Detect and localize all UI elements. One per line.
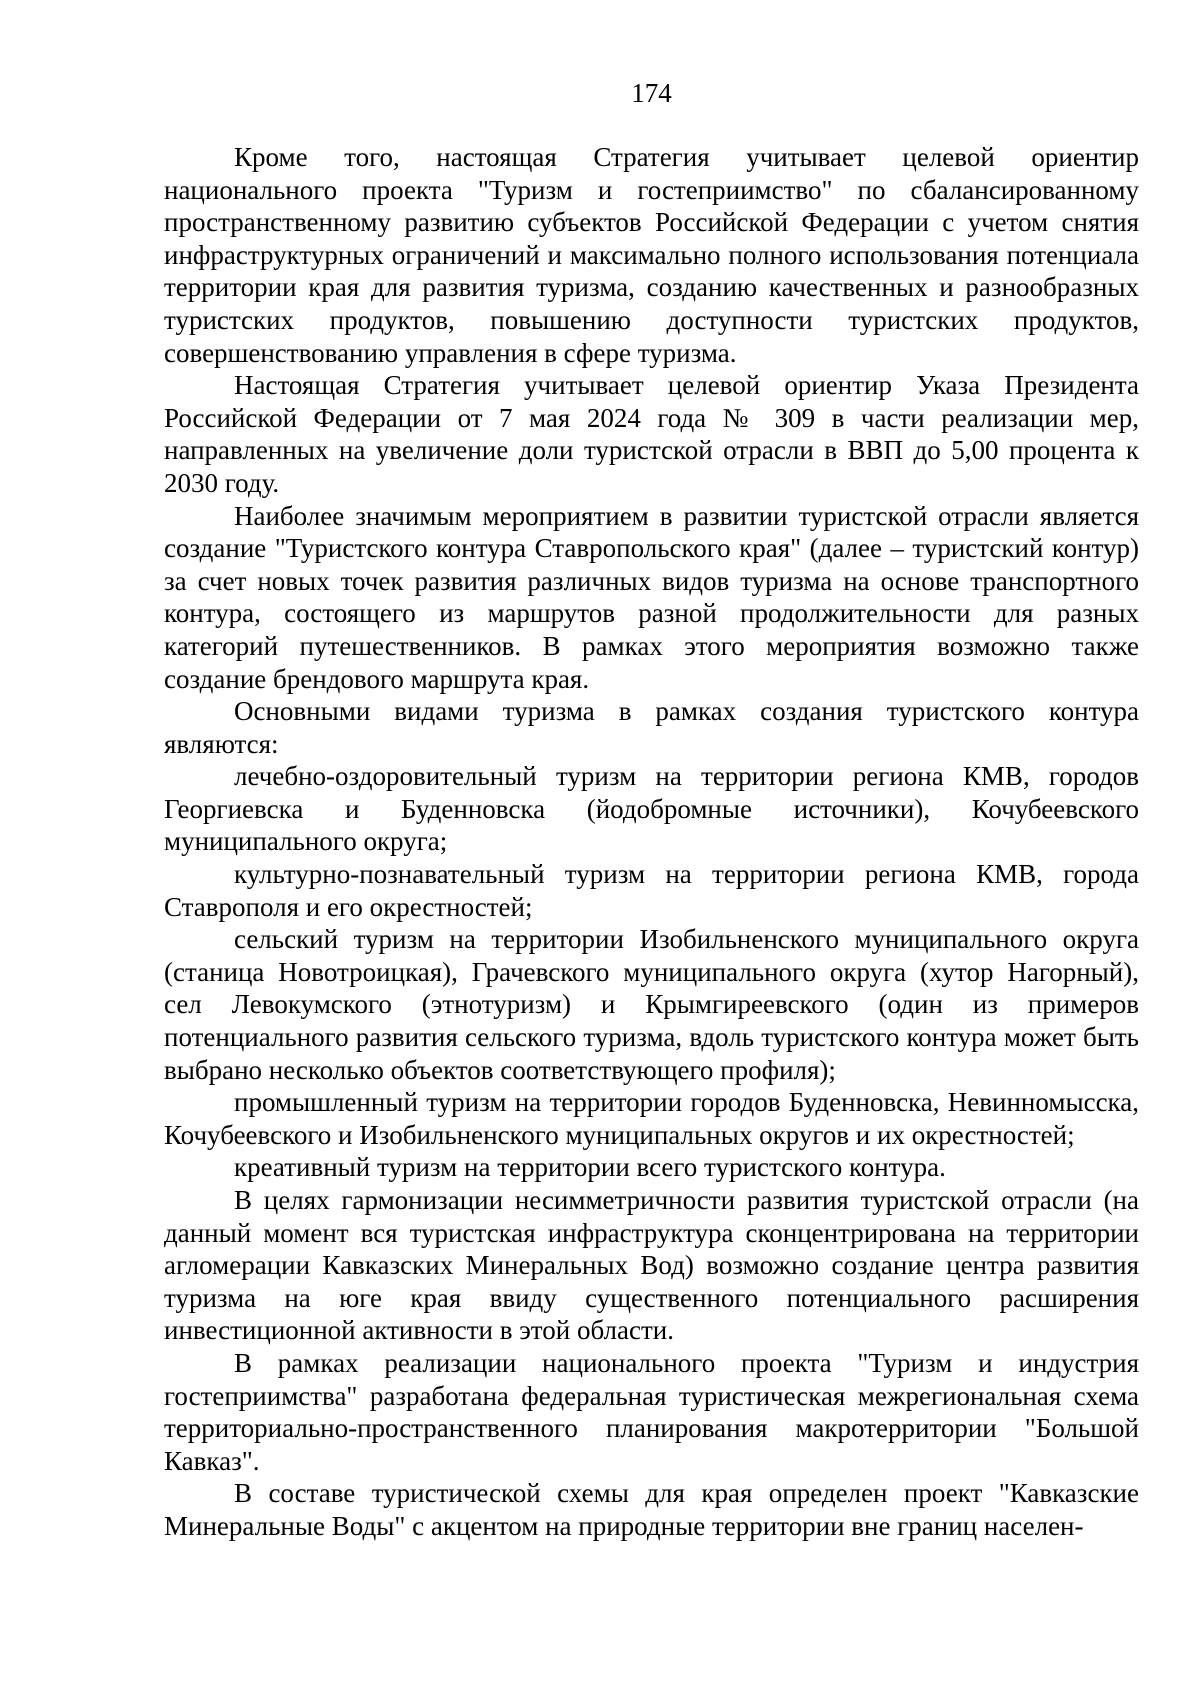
list-item: промышленный туризм на территории городов Буденновска, Невинномысска, Кочубеевского и Изобильненского муниципальных округов и их окрестностей;	[164, 1087, 1139, 1150]
list-item: лечебно-оздоровительный туризм на территории региона КМВ, городов Георгиевска и Буденновска (йодобромные источники), Кочубеевского муниципального округа;	[164, 761, 1139, 857]
paragraph: Кроме того, настоящая Стратегия учитывает целевой ориентир национального проекта "Туризм и гостеприимство" по сбалансированному пространственному развитию субъектов Российской Федерации с учетом снятия инфраструктурных ограничений и максимально полного использования потенциала территории края для развития туризма, созданию качественных и разнообразных туристских продуктов, повышению доступности туристских продуктов, совершенствованию управления в сфере туризма.	[164, 142, 1139, 368]
paragraph: В рамках реализации национального проекта "Туризм и индустрия гостеприимства" разработана федеральная туристическая межрегиональная схема территориально-пространственного планирования макротерритории "Большой Кавказ".	[164, 1347, 1139, 1476]
page-number: 174	[631, 78, 672, 108]
paragraph: Наиболее значимым мероприятием в развитии туристской отрасли является создание "Туристского контура Ставропольского края" (далее – туристский контур) за счет новых точек развития различных видов туризма на основе транспортного контура, состоящего из маршрутов разной продолжительности для разных категорий путешественников. В рамках этого мероприятия возможно также создание брендового маршрута края.	[164, 500, 1139, 694]
paragraph: В составе туристической схемы для края определен проект "Кавказские Минеральные Воды" с акцентом на природные территории вне границ населен-	[164, 1478, 1139, 1541]
list-item: культурно-познавательный туризм на территории региона КМВ, города Ставрополя и его окрестностей;	[164, 859, 1139, 922]
paragraph: В целях гармонизации несимметричности развития туристской отрасли (на данный момент вся туристская инфраструктура сконцентрирована на территории агломерации Кавказских Минеральных Вод) возможно создание центра развития туризма на юге края ввиду существенного потенциального расширения инвестиционной активности в этой области.	[164, 1185, 1139, 1346]
document-body	[164, 141, 1139, 1543]
paragraph: Основными видами туризма в рамках создания туристского контура являются:	[164, 696, 1139, 759]
list-item: креативный туризм на территории всего туристского контура.	[234, 1152, 946, 1183]
paragraph: Настоящая Стратегия учитывает целевой ориентир Указа Президента Российской Федерации от 7 мая 2024 года № 309 в части реализации мер, направленных на увеличение доли туристской отрасли в ВВП до 5,00 процента к 2030 году.	[164, 370, 1139, 498]
list-item: сельский туризм на территории Изобильненского муниципального округа (станица Новотроицкая), Грачевского муниципального округа (хутор Нагорный), сел Левокумского (этнотуризм) и Крымгиреевского (один из примеров потенциального развития сельского туризма, вдоль туристского контура может быть выбрано несколько объектов соответствующего профиля);	[164, 924, 1139, 1085]
document-page	[164, 0, 1139, 1696]
